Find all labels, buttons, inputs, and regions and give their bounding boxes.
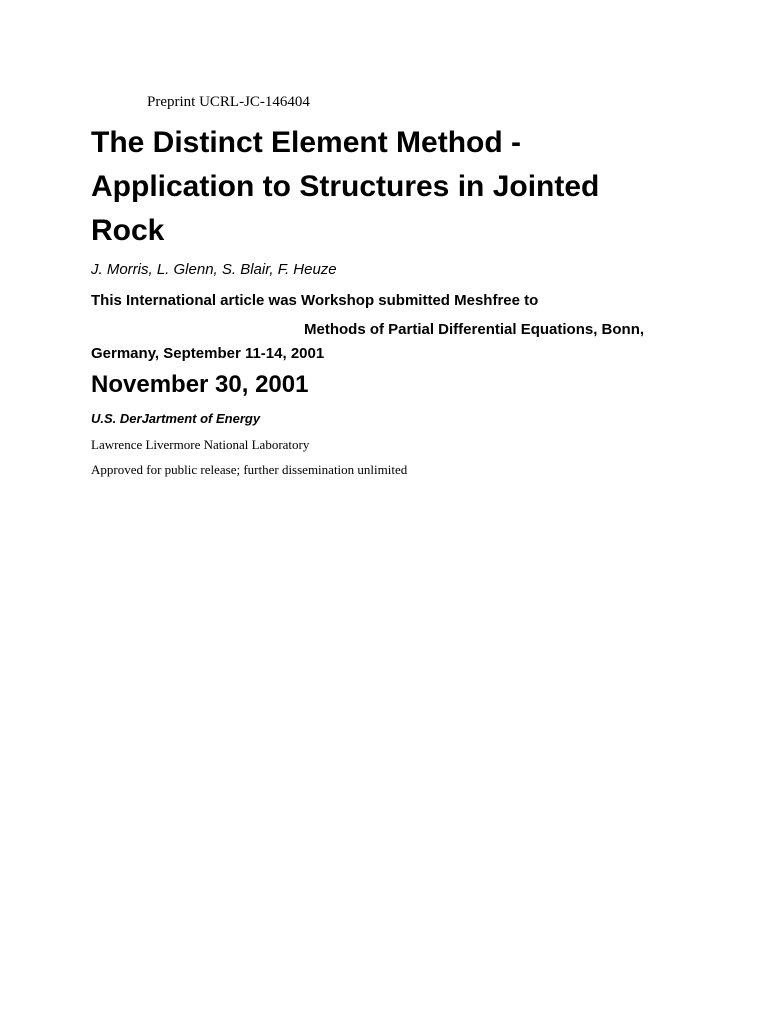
submission-line: Germany, September 11-14, 2001	[91, 345, 325, 362]
submission-line: This International article was Workshop submitted Meshfree to	[91, 292, 539, 309]
release-notice: Approved for public release; further dissemination unlimited	[91, 462, 408, 477]
title-line: Rock	[91, 214, 165, 247]
title-line: Application to Structures in Jointed	[91, 170, 600, 203]
preprint-number: Preprint UCRL-JC-146404	[147, 94, 310, 110]
title-line: The Distinct Element Method -	[91, 126, 522, 159]
laboratory-name: Lawrence Livermore National Laboratory	[91, 437, 310, 452]
author-list: J. Morris, L. Glenn, S. Blair, F. Heuze	[91, 261, 337, 278]
submission-note	[91, 288, 691, 366]
publication-date: November 30, 2001	[91, 371, 309, 398]
document-title	[91, 121, 711, 253]
submission-line: Methods of Partial Differential Equations, Bonn,	[304, 321, 645, 338]
agency-name: U.S. DerJartment of Energy	[91, 411, 261, 426]
